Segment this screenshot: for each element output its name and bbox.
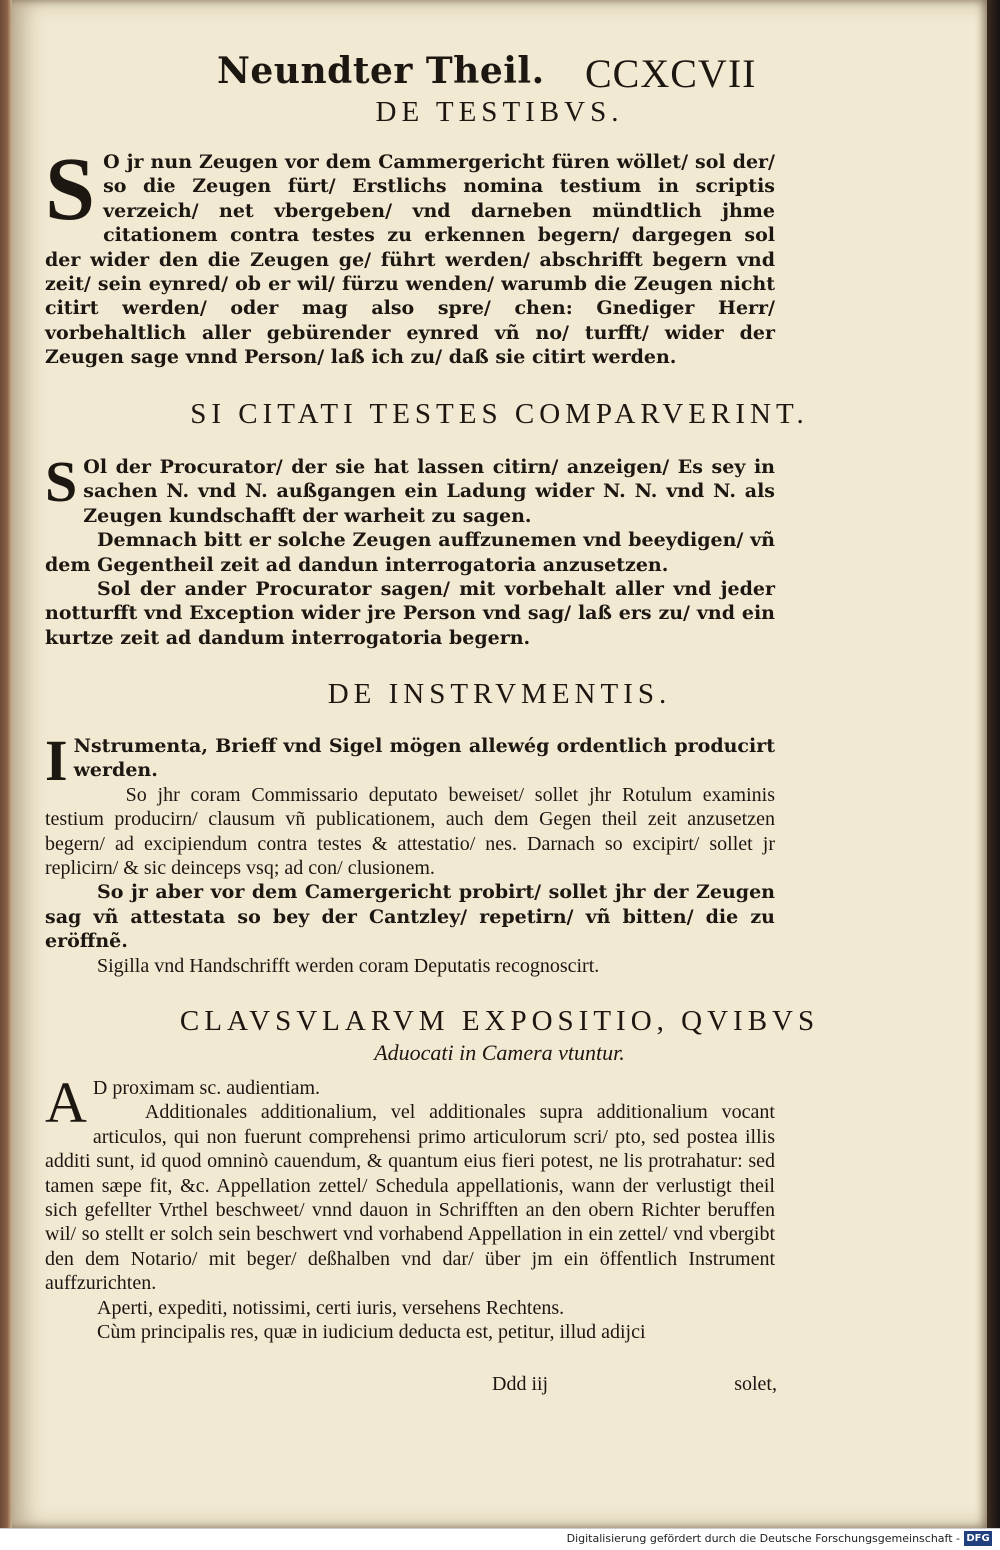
paragraph: So jhr coram Commissario deputato beweiset/ sollet jhr Rotulum examinis testium producirn/ clausum vñ publicationem, auch dem Gegen theil zeit anzusetzen begern/ ad excipiendum contra testes & attestatio/ nes. Darnach so excipirt/ sollet jr replicirn/ & sic deinceps vsq; ad con/ clusionem. <box>45 783 775 880</box>
running-head <box>12 50 987 100</box>
drop-cap: S <box>45 140 96 239</box>
paragraph: Additionales additionalium, vel additionales supra additionalium vocant articulos, qui non fuerunt comprehensi primo articulorum scri/ pto, sed postea illis additi sunt, id quod omninò cauendum, & quantum eius fieri potest, ne lis protrahatur: sed tamen sæpe fit, &c. Appellation zettel/ Schedula appellationis, wann der verlustigt theil sich gefellter Vrthel beschweet/ vnnd dauon in Schrifften an den obern Richter beruffen wil/ so stellt er solch sein beschwert vnd vorhabend Appellation in ein zettel/ vnd vbergibt den dem Notario/ mit beger/ deßhalben vnd dar/ über jm ein öffentlich Instrument auffzurichten. <box>45 1101 775 1295</box>
paragraph: Nstrumenta, Brieff vnd Sigel mögen allewég ordentlich producirt werden. <box>73 735 775 782</box>
paragraph: D proximam sc. audientiam. <box>92 1077 321 1099</box>
paragraph: So jr aber vor dem Camergericht probirt/ sollet jhr der Zeugen sag vñ attestata so bey der Cantzley/ repetirn/ vñ bitten/ die zu eröffnẽ. <box>45 881 775 953</box>
book-binding-edge <box>0 0 12 1530</box>
section-body-de-testibus <box>45 140 775 370</box>
footer-credit: Digitalisierung gefördert durch die Deutsche Forschungsgemeinschaft - <box>566 1532 960 1545</box>
section-body-de-instrumentis <box>45 728 775 978</box>
drop-cap: S <box>45 449 78 514</box>
signature-mark: Ddd iij <box>492 1373 549 1395</box>
drop-cap: A <box>45 1070 87 1135</box>
paragraph: O jr nun Zeugen vor dem Cammergericht füren wöllet/ sol der/ so die Zeugen fürt/ Erstlichs nomina testium in scriptis verzeich/ net vbergeben/ vnd darneben mündtlich jhme citationem contra testes zu erkennen begern/ dargegen sol der wider den die Zeugen ge/ führt werden/ abschrifft begern vnd zeit/ sein eynred/ ob er wil/ fürzu wenden/ warumb die Zeugen nicht citirt werden/ oder mag also spre/ chen: Gnediger Herr/ vorbehaltlich aller gebürender eynred vñ no/ turfft/ wider der Zeugen sage vnnd Person/ laß ich zu/ daß sie citirt werden. <box>45 151 775 369</box>
running-head-part: Neundter Theil. <box>217 50 545 92</box>
paragraph: Sigilla vnd Handschrifft werden coram Deputatis recognoscirt. <box>97 954 600 977</box>
section-heading-clausularum: CLAVSVLARVM EXPOSITIO, QVIBVS <box>179 1005 820 1037</box>
paragraph: Aperti, expediti, notissimi, certi iuris, versehens Rechtens. <box>97 1296 565 1319</box>
section-subtitle: Aduocati in Camera vtuntur. <box>374 1040 625 1065</box>
paragraph: Demnach bitt er solche Zeugen auffzunemen vnd beeydigen/ vñ dem Gegentheil zeit ad dandun interrogatoria anzusetzen. <box>45 529 775 576</box>
folio-number: CCXCVII <box>585 51 757 96</box>
section-heading-si-citati: SI CITATI TESTES COMPARVERINT. <box>190 398 809 430</box>
section-body-clausularum <box>45 1070 775 1344</box>
book-page <box>12 0 987 1528</box>
paragraph: Ol der Procurator/ der sie hat lassen citirn/ anzeigen/ Es sey in sachen N. vnd N. außgangen ein Ladung wider N. N. vnd N. als Zeugen kundschafft der warheit zu sagen. <box>83 456 775 527</box>
catchword: solet, <box>734 1373 777 1395</box>
section-heading-de-testibus: DE TESTIBVS. <box>375 96 624 128</box>
section-body-si-citati <box>45 449 775 650</box>
paragraph: Cùm principalis res, quæ in iudicium deducta est, petitur, illud adijci <box>97 1321 646 1344</box>
footer-bar <box>0 1528 1000 1550</box>
page-shadow-edge <box>987 0 1000 1528</box>
section-heading-de-instrumentis: DE INSTRVMENTIS. <box>327 678 672 710</box>
paragraph: Sol der ander Procurator sagen/ mit vorbehalt aller vnd jeder notturfft vnd Exception wider jre Person vnd sag/ laß ers zu/ vnd ein kurtze zeit ad dandum interrogatoria begern. <box>45 578 775 649</box>
drop-cap: I <box>45 728 68 793</box>
dfg-logo: DFG <box>964 1531 992 1546</box>
